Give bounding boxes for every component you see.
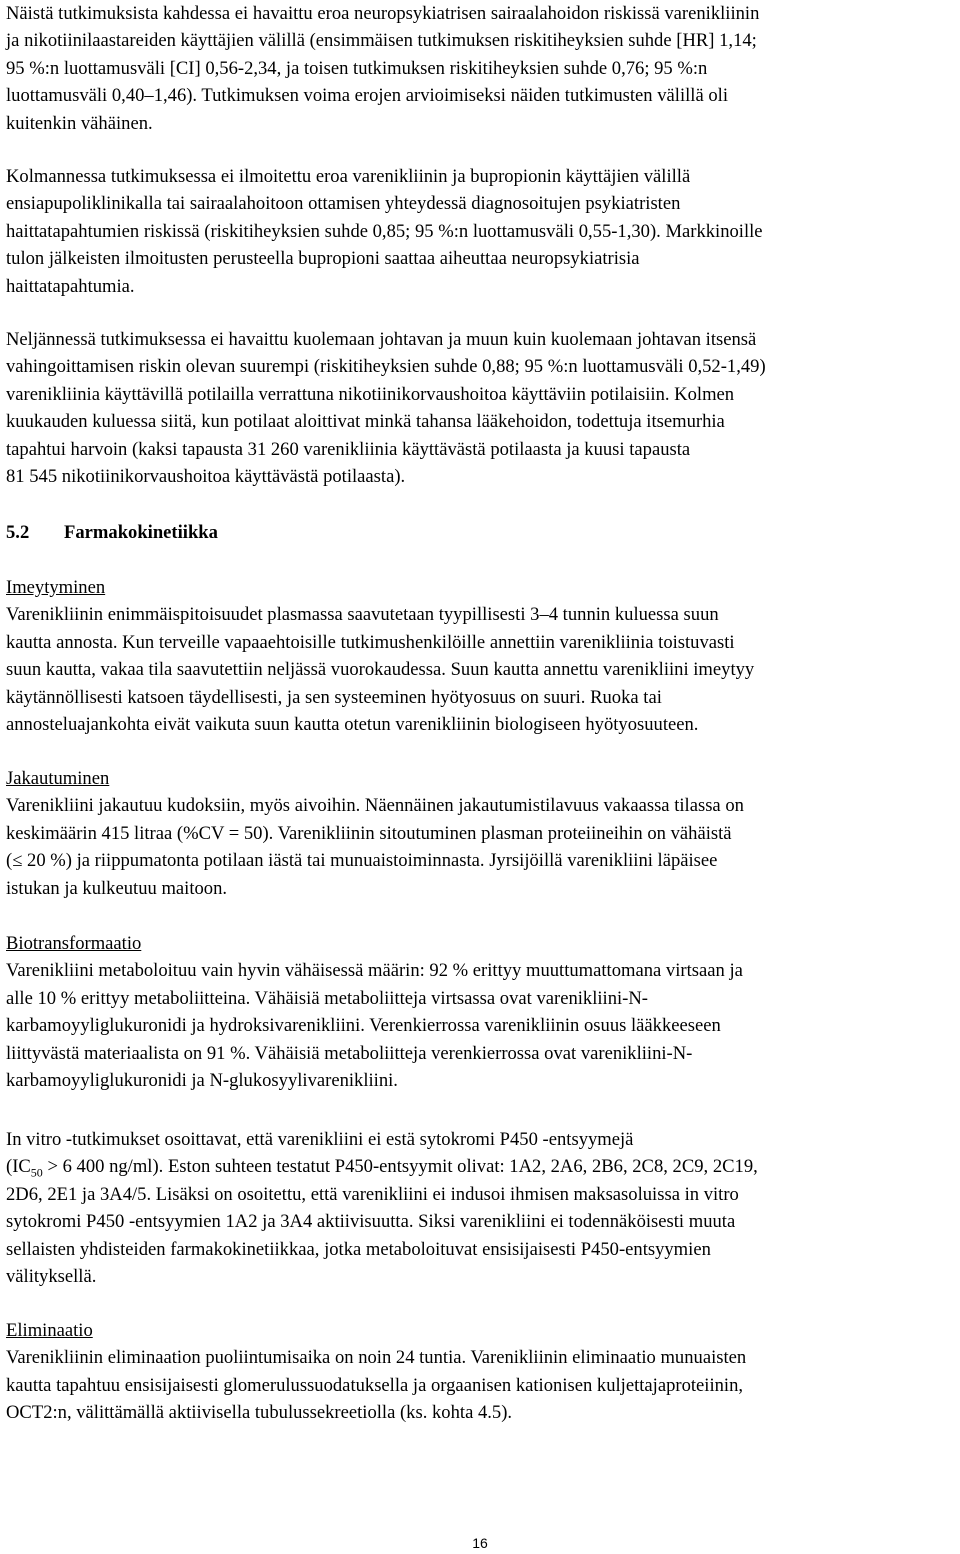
text-line: luottamusväli 0,40–1,46). Tutkimuksen voima erojen arvioimiseksi näiden tutkimusten välillä oli <box>6 85 728 107</box>
text-line: istukan ja kulkeutuu maitoon. <box>6 877 228 899</box>
text-line: ensiapupoliklinikalla tai sairaalahoitoon ottamisen yhteydessä diagnosoitujen psykiatristen <box>6 193 681 215</box>
text-line: kautta tapahtuu ensisijaisesti glomerulussuodatuksella ja orgaanisen kationisen kuljettajaproteiinin, <box>6 1374 744 1396</box>
subsection-title: Imeytyminen <box>6 577 106 598</box>
text-line: 2D6, 2E1 ja 3A4/5. Lisäksi on osoitettu, että varenikliini ei indusoi ihmisen maksasoluissa in vitro <box>6 1183 739 1205</box>
text-line: 81 545 nikotiinikorvaushoitoa käyttävästä potilaasta). <box>6 466 406 488</box>
text-line: annosteluajankohta eivät vaikuta suun kautta otetun varenikliinin biologiseen hyötyosuuteen. <box>6 714 699 736</box>
section-number: 5.2 <box>6 522 30 543</box>
text-line: vahingoittamisen riskin olevan suurempi (riskitiheyksien suhde 0,88; 95 %:n luottamusväli 0,52-1,49) <box>6 356 766 378</box>
text-line: alle 10 % erittyy metaboliitteina. Vähäisiä metaboliitteja virtsassa ovat varenikliini-N- <box>6 987 648 1009</box>
subsection-imeytyminen <box>6 574 951 738</box>
ic-suffix: > 6 400 ng/ml). Eston suhteen testatut P450-entsyymit olivat: 1A2, 2A6, 2B6, 2C8, 2C9, 2C19, <box>42 1156 758 1178</box>
text-line: Varenikliini metaboloituu vain hyvin vähäisessä määrin: 92 % erittyy muuttumattomana virtsaan ja <box>6 960 743 982</box>
text-line: liittyvästä materiaalista on 91 %. Vähäisiä metaboliitteja verenkierrossa ovat varenikliini-N- <box>6 1042 693 1064</box>
text-line: Kolmannessa tutkimuksessa ei ilmoitettu eroa varenikliinin ja bupropionin käyttäjien välillä <box>6 166 691 187</box>
text-line: sellaisten yhdisteiden farmakokinetiikkaa, jotka metaboloituvat ensisijaisesti P450-entsyymien <box>6 1238 711 1260</box>
text-line: tapahtui harvoin (kaksi tapausta 31 260 varenikliinia käyttävästä potilaasta ja kuusi tapausta <box>6 438 691 460</box>
text-line: keskimäärin 415 litraa (%CV = 50). Varenikliinin sitoutuminen plasman proteiineihin on vähäistä <box>6 822 732 844</box>
paragraph-third-study <box>6 163 951 300</box>
text-line: haittatapahtumien riskissä (riskitiheyksien suhde 0,85; 95 %:n luottamusväli 0,55-1,30). Markkinoille <box>6 220 763 242</box>
text-line: (≤ 20 %) ja riippumatonta potilaan iästä tai munuaistoiminnasta. Jyrsijöillä varenikliini läpäisee <box>6 850 718 872</box>
text-line: käytännöllisesti katsoen täydellisesti, ja sen systeeminen hyötyosuus on suuri. Ruoka tai <box>6 686 662 708</box>
section-heading <box>6 519 951 546</box>
text-line: In vitro -tutkimukset osoittavat, että varenikliini ei estä sytokromi P450 -entsyymejä <box>6 1129 634 1150</box>
text-line: varenikliinia käyttävillä potilailla verrattuna nikotiinikorvaushoitoa käyttäviin potilaisiin. Kolmen <box>6 383 735 405</box>
paragraph-fourth-study <box>6 326 951 490</box>
subsection-jakautuminen <box>6 765 951 902</box>
section-title: Farmakokinetiikka <box>64 522 218 543</box>
text-line: Varenikliini jakautuu kudoksiin, myös aivoihin. Näennäinen jakautumistilavuus vakaassa tilassa on <box>6 795 744 817</box>
text-line-ic50 <box>6 1153 951 1180</box>
text-line: Varenikliinin eliminaation puoliintumisaika on noin 24 tuntia. Varenikliinin eliminaatio munuaisten <box>6 1347 747 1369</box>
text-line: haittatapahtumia. <box>6 275 135 297</box>
subsection-title: Jakautuminen <box>6 768 110 789</box>
text-line: 95 %:n luottamusväli [CI] 0,56-2,34, ja toisen tutkimuksen riskitiheyksien suhde 0,76; 95 %:n <box>6 57 708 79</box>
text-line: karbamoyyliglukuronidi ja hydroksivarenikliini. Verenkierrossa varenikliinin osuus lääkkeeseen <box>6 1015 721 1037</box>
paragraph-in-vitro <box>6 1126 951 1290</box>
text-line: kautta annosta. Kun terveille vapaaehtoisille tutkimushenkilöille annettiin varenikliinia toistuvasti <box>6 631 735 653</box>
text-line: Neljännessä tutkimuksessa ei havaittu kuolemaan johtavan ja muun kuin kuolemaan johtavan itsensä <box>6 329 757 350</box>
subsection-biotransformaatio <box>6 930 951 1094</box>
text-line: Varenikliinin enimmäispitoisuudet plasmassa saavutetaan tyypillisesti 3–4 tunnin kuluessa suun <box>6 604 719 626</box>
text-line: tulon jälkeisten ilmoitusten perusteella bupropioni saattaa aiheuttaa neuropsykiatrisia <box>6 248 640 270</box>
text-line: suun kautta, vakaa tila saavutettiin neljässä vuorokaudessa. Suun kautta annettu varenikliini imeytyy <box>6 659 755 681</box>
paragraph-neuropsychiatric-hospitalisation <box>6 0 951 137</box>
section-heading-line <box>6 519 951 546</box>
text-line: karbamoyyliglukuronidi ja N-glukosyylivarenikliini. <box>6 1070 398 1092</box>
page-number: 16 <box>472 1535 488 1551</box>
text-line: ja nikotiinilaastareiden käyttäjien välillä (ensimmäisen tutkimuksen riskitiheyksien suhde [HR] 1,14; <box>6 30 757 52</box>
subsection-eliminaatio <box>6 1317 951 1427</box>
text-line: kuitenkin vähäinen. <box>6 112 153 134</box>
text-line: Näistä tutkimuksista kahdessa ei havaittu eroa neuropsykiatrisen sairaalahoidon riskissä varenikliinin <box>6 3 760 24</box>
text-line: välityksellä. <box>6 1266 97 1288</box>
text-line: OCT2:n, välittämällä aktiivisella tubulussekreetiolla (ks. kohta 4.5). <box>6 1402 513 1424</box>
ic50-subscript: 50 <box>30 1166 43 1181</box>
text-line: kuukauden kuluessa siitä, kun potilaat aloittivat minkä tahansa lääkehoidon, todettuja itsemurhia <box>6 411 725 433</box>
ic-prefix: (IC <box>6 1156 31 1178</box>
subsection-title: Biotransformaatio <box>6 933 142 954</box>
text-line: sytokromi P450 -entsyymien 1A2 ja 3A4 aktiivisuutta. Siksi varenikliini ei todennäköisesti muuta <box>6 1211 736 1233</box>
subsection-title: Eliminaatio <box>6 1320 93 1341</box>
